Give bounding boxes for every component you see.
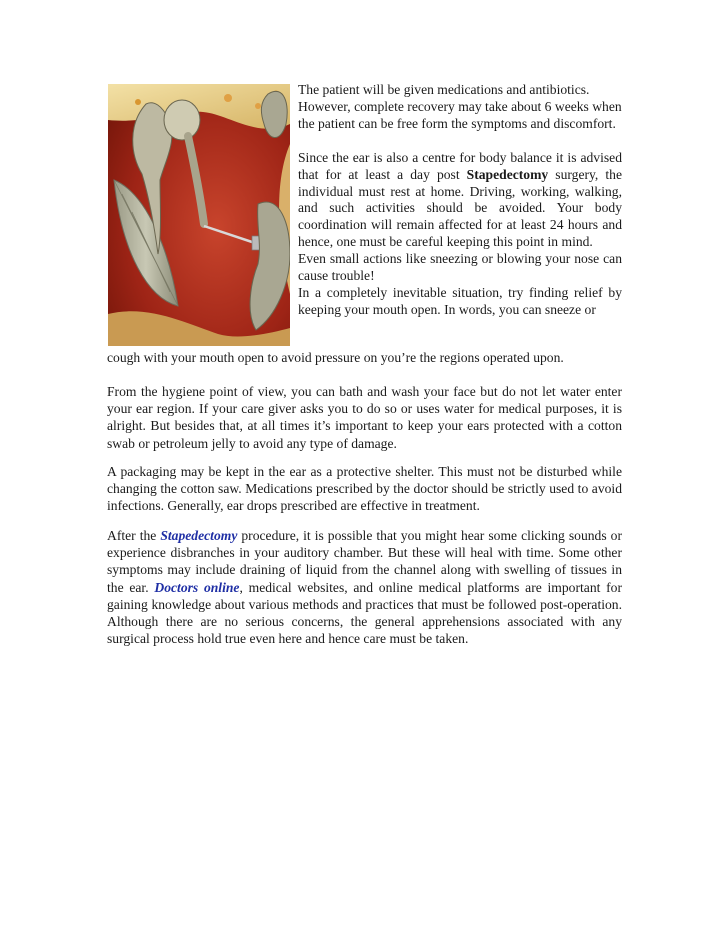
text-block [107, 527, 622, 647]
text-block: A packaging may be kept in the ear as a protective shelter. This must not be disturbed while changing the cotton saw. Medications prescribed by the doctor should be strictly used to avoid infections. Generally, ear drops prescribed are effective in treatment. [107, 464, 622, 514]
paragraph-hygiene [107, 383, 622, 452]
inner-ear-stapes-prosthesis-icon [108, 84, 290, 346]
paragraph-relief-continued [107, 349, 622, 366]
text-line: cough with your mouth open to avoid pressure on you’re the regions operated upon. [107, 350, 564, 365]
paragraph-after-procedure [107, 527, 622, 647]
stapedectomy-link[interactable]: Stapedectomy [160, 528, 238, 543]
paragraph-packaging [107, 463, 622, 515]
text-segment: Since the ear is also a centre for body balance it is advised that for at least a day post [298, 149, 622, 182]
text-segment: surgery, the individual must rest at home. Driving, working, walking, and such activities should be avoided. Your body coordination will remain affected for at least 24 hours and hence, one must be careful keeping this point in mind. [298, 166, 622, 250]
side-column [298, 82, 622, 319]
paragraph-body-balance [298, 150, 622, 251]
paragraph-recovery: The patient will be given medications and antibiotics. However, complete recovery may take about 6 weeks when the patient can be free form the symptoms and discomfort. [298, 82, 622, 131]
stapedectomy-term: Stapedectomy [466, 166, 549, 182]
ear-surgery-illustration [108, 84, 290, 346]
text-segment: , medical websites, and online medical platforms are important for gaining knowledge about various methods and practices that must be followed post-operation. Although there are no serious concerns, the general apprehensions associated with any surgical process hold true even here and hence care must be taken. [107, 579, 622, 647]
doctors-online-link[interactable]: Doctors online [154, 579, 240, 595]
text-segment: After the [107, 528, 161, 543]
paragraph-relief-start: In a completely inevitable situation, try finding relief by keeping your mouth open. In words, you can sneeze or [298, 284, 622, 317]
text-segment: procedure, it is possible that you might hear some clicking sounds or experience disbranches in your auditory chamber. But these will heal with time. Some other symptoms may include draining of liquid from the channel along with swelling of tissues in the ear. [107, 528, 622, 595]
paragraph-small-actions: Even small actions like sneezing or blowing your nose can cause trouble! [298, 251, 622, 284]
text-block: From the hygiene point of view, you can bath and wash your face but do not let water enter your ear region. If your care giver asks you to do so or uses water for medical purposes, it is alright. But besides that, at all times it’s important to keep your ears protected with a cotton swab or petroleum jelly to avoid any type of damage. [107, 384, 622, 451]
